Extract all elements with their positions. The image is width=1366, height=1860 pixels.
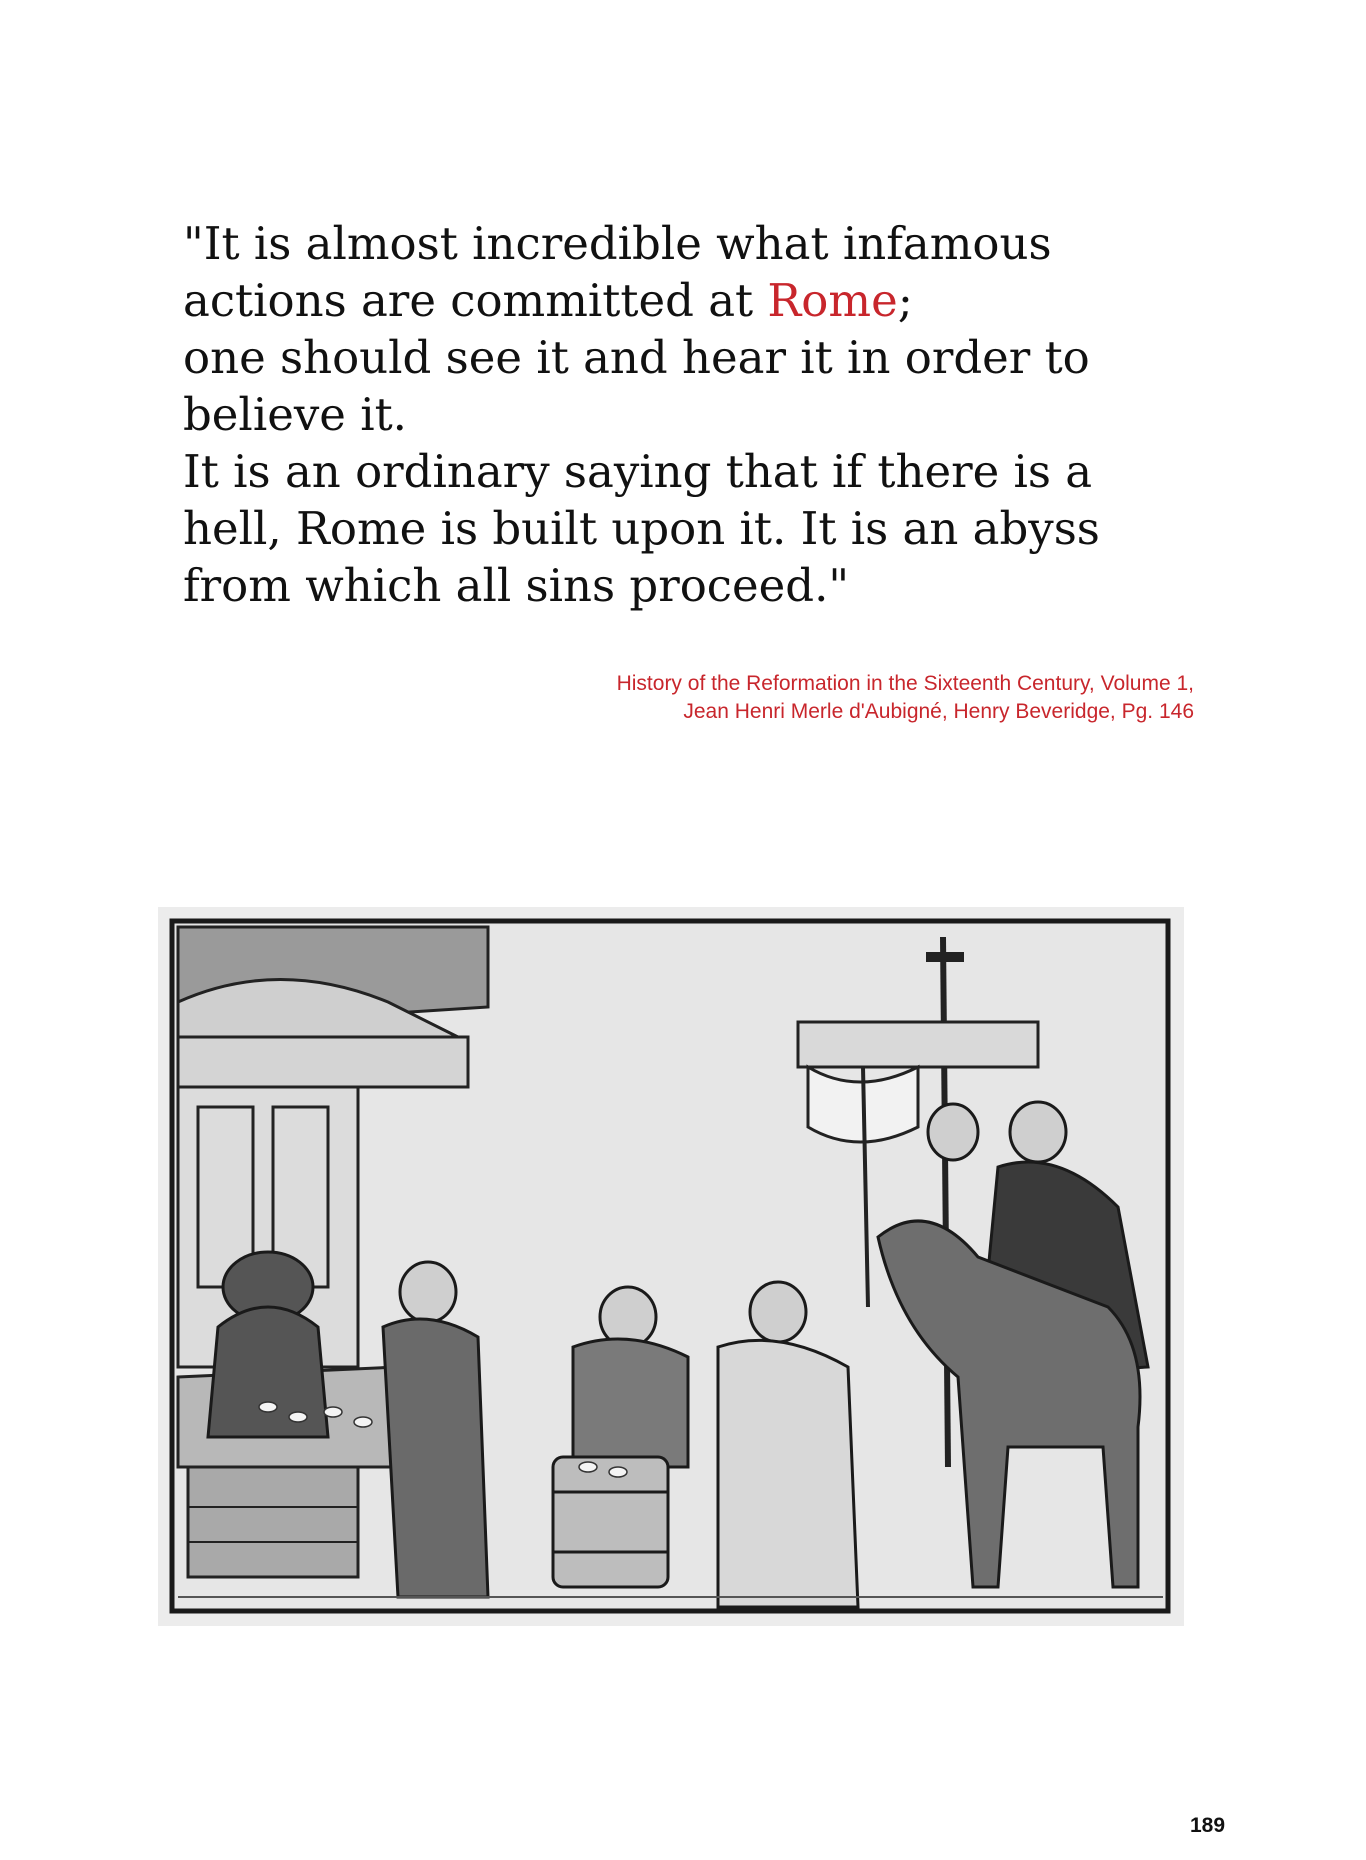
quote-line: "It is almost incredible what infamous [183,217,1052,270]
highlight-word: Rome [767,274,898,327]
woodcut-illustration [158,907,1184,1626]
quote-line [183,272,1233,329]
quote-text: actions are committed at [183,274,768,327]
quote-line: It is an ordinary saying that if there is a [183,445,1093,498]
quote-line: one should see it and hear it in order to [183,331,1090,384]
citation [394,670,1194,726]
page-number: 189 [1190,1814,1226,1837]
quote-line: from which all sins proceed." [183,559,850,612]
quote-line: believe it. [183,388,407,441]
citation-line: Jean Henri Merle d'Aubigné, Henry Beveridge, Pg. 146 [683,700,1194,723]
quote-text: ; [897,274,913,327]
quote-block [183,215,1233,614]
citation-line: History of the Reformation in the Sixteenth Century, Volume 1, [616,672,1194,695]
quote-line: hell, Rome is built upon it. It is an abyss [183,502,1100,555]
woodcut-image [158,907,1184,1626]
